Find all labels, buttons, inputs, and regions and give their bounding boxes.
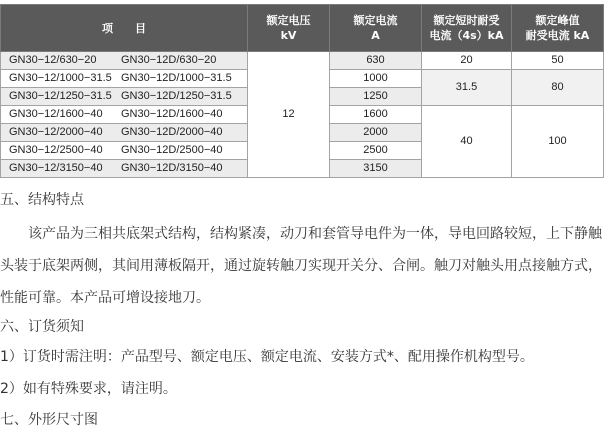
header-short-time-current bbox=[422, 5, 512, 52]
spec-table bbox=[0, 4, 604, 178]
short-time-current-cell: 40 bbox=[422, 106, 512, 178]
model-fixed: GN30−12/2000−40 bbox=[9, 126, 103, 138]
model-fixed: GN30−12/630−20 bbox=[9, 54, 97, 66]
table-header-row bbox=[1, 5, 604, 52]
short-time-current-cell: 20 bbox=[422, 52, 512, 70]
rated-current-cell: 2500 bbox=[330, 142, 422, 160]
header-peak-current-unit: 耐受电流 kA bbox=[525, 29, 590, 42]
model-fixed: GN30−12/1600−40 bbox=[9, 108, 103, 120]
peak-current-cell: 50 bbox=[512, 52, 604, 70]
model-cell bbox=[1, 52, 248, 70]
short-time-current-cell: 31.5 bbox=[422, 70, 512, 106]
model-fixed: GN30−12/3150−40 bbox=[9, 162, 103, 174]
table-row bbox=[1, 52, 604, 70]
structure-paragraph-line: 性能可靠。本产品可增设接地刀。 bbox=[0, 290, 210, 306]
header-peak-current-label: 额定峰值 bbox=[535, 14, 580, 27]
model-cell bbox=[1, 106, 248, 124]
rated-current-cell: 2000 bbox=[330, 124, 422, 142]
rated-current-cell: 1250 bbox=[330, 88, 422, 106]
model-fixed: GN30−12/1250−31.5 bbox=[9, 90, 112, 102]
header-peak-current bbox=[512, 5, 604, 52]
rated-current-cell: 1600 bbox=[330, 106, 422, 124]
model-d: GN30−12D/2500−40 bbox=[121, 144, 223, 156]
header-rated-current-unit: A bbox=[371, 29, 380, 42]
model-fixed: GN30−12/2500−40 bbox=[9, 144, 103, 156]
header-rated-current-label: 额定电流 bbox=[353, 14, 398, 27]
header-rated-voltage-unit: kV bbox=[280, 29, 297, 42]
model-cell bbox=[1, 70, 248, 88]
peak-current-cell: 100 bbox=[512, 106, 604, 178]
section-heading-dimensions: 七、外形尺寸图 bbox=[0, 412, 98, 428]
header-item bbox=[1, 5, 248, 52]
model-cell bbox=[1, 88, 248, 106]
section-heading-structure: 五、结构特点 bbox=[0, 192, 84, 208]
rated-voltage-cell: 12 bbox=[248, 52, 330, 178]
model-cell bbox=[1, 160, 248, 178]
header-short-time-current-label: 额定短时耐受 bbox=[433, 14, 500, 27]
model-d: GN30−12D/1600−40 bbox=[121, 108, 223, 120]
ordering-item: 2）如有特殊要求，请注明。 bbox=[0, 381, 177, 397]
model-d: GN30−12D/3150−40 bbox=[121, 162, 223, 174]
header-short-time-current-unit: 电流（4s）kA bbox=[429, 29, 504, 42]
header-rated-voltage-label: 额定电压 bbox=[266, 14, 311, 27]
model-d: GN30−12D/1000−31.5 bbox=[121, 72, 232, 84]
peak-current-cell: 80 bbox=[512, 70, 604, 106]
header-item-label: 项 目 bbox=[102, 21, 146, 35]
structure-paragraph-line: 该产品为三相共底架式结构，结构紧凑，动刀和套管导电件为一体，导电回路较短，上下静触 bbox=[28, 226, 602, 242]
rated-current-cell: 1000 bbox=[330, 70, 422, 88]
model-cell bbox=[1, 142, 248, 160]
rated-current-cell: 3150 bbox=[330, 160, 422, 178]
structure-paragraph-line: 头装于底架两侧，其间用薄板隔开，通过旋转触刀实现开关分、合闸。触刀对触头用点接触方式， bbox=[0, 258, 602, 274]
ordering-item: 1）订货时需注明：产品型号、额定电压、额定电流、安装方式*、配用操作机构型号。 bbox=[0, 349, 534, 365]
section-heading-ordering: 六、订货须知 bbox=[0, 319, 84, 335]
header-rated-current bbox=[330, 5, 422, 52]
header-rated-voltage bbox=[248, 5, 330, 52]
model-d: GN30−12D/1250−31.5 bbox=[121, 90, 232, 102]
model-cell bbox=[1, 124, 248, 142]
rated-current-cell: 630 bbox=[330, 52, 422, 70]
model-d: GN30−12D/630−20 bbox=[121, 54, 217, 66]
model-fixed: GN30−12/1000−31.5 bbox=[9, 72, 112, 84]
model-d: GN30−12D/2000−40 bbox=[121, 126, 223, 138]
